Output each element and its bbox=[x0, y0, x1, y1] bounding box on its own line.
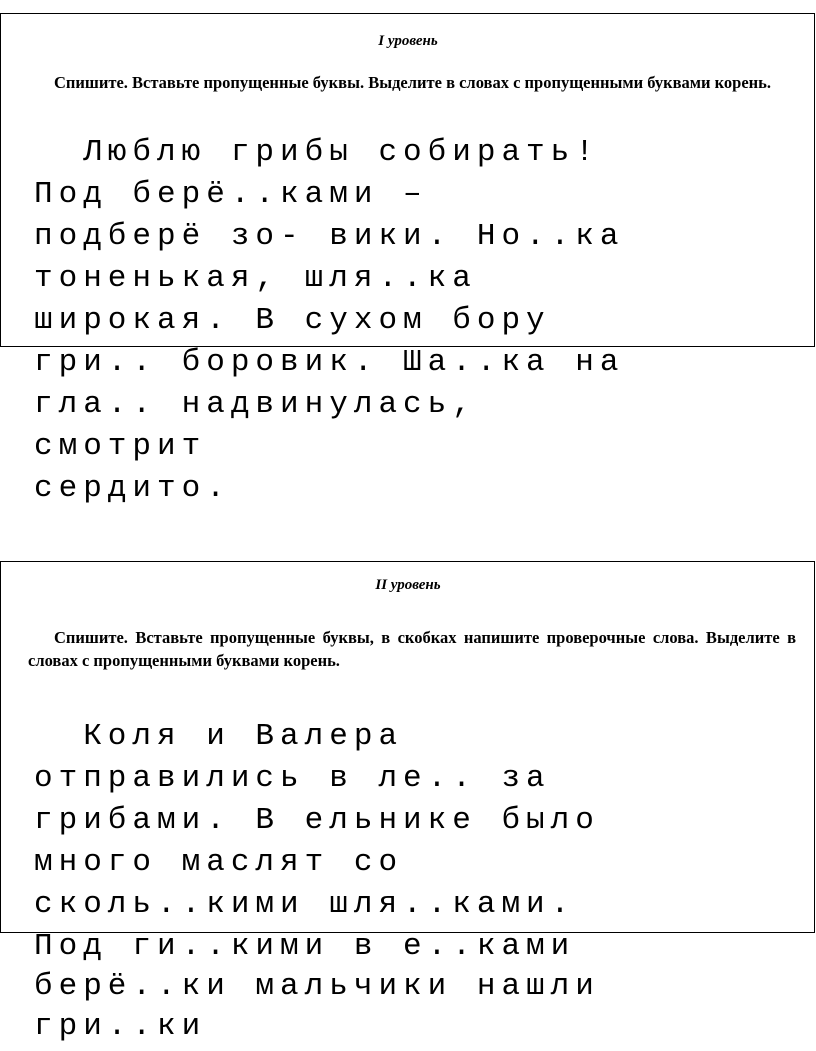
level-1-instruction: Спишите. Вставьте пропущенные буквы. Выделите в словах с пропущенными буквами корень. bbox=[54, 73, 772, 92]
level-1-line: сердито. bbox=[34, 471, 231, 506]
level-1-line: подберё зо- вики. Но..ка bbox=[34, 219, 625, 254]
level-2-line: берё..ки мальчики нашли bbox=[34, 969, 600, 1004]
level-2-line: грибами. В ельнике было bbox=[34, 803, 600, 838]
level-2-line: Под ги..кими в е..ками bbox=[34, 929, 576, 964]
level-2-line: сколь..кими шля..ками. bbox=[34, 887, 576, 922]
level-1-line: гри.. боровик. Ша..ка на bbox=[34, 345, 625, 380]
level-2-line: Коля и Валера bbox=[34, 719, 404, 754]
level-2-line: отправились в ле.. за bbox=[34, 761, 551, 796]
level-1-line: Люблю грибы собирать! bbox=[34, 135, 600, 170]
level-2-instruction: Спишите. Вставьте пропущенные буквы, в скобках напишите проверочные слова. Выделите в словах с пропущенными буквами корень. bbox=[28, 628, 796, 670]
level-1-heading: I уровень bbox=[378, 33, 438, 49]
level-1-line: широкая. В сухом бору bbox=[34, 303, 551, 338]
level-1-line: гла.. надвинулась, bbox=[34, 387, 477, 422]
level-1-line: Под берё..ками – bbox=[34, 177, 428, 212]
level-1-line: смотрит bbox=[34, 429, 207, 464]
level-1-line: тоненькая, шля..ка bbox=[34, 261, 477, 296]
level-2-line: много маслят со bbox=[34, 845, 404, 880]
level-2-line: гри..ки bbox=[34, 1009, 207, 1044]
level-2-heading: II уровень bbox=[375, 577, 441, 593]
